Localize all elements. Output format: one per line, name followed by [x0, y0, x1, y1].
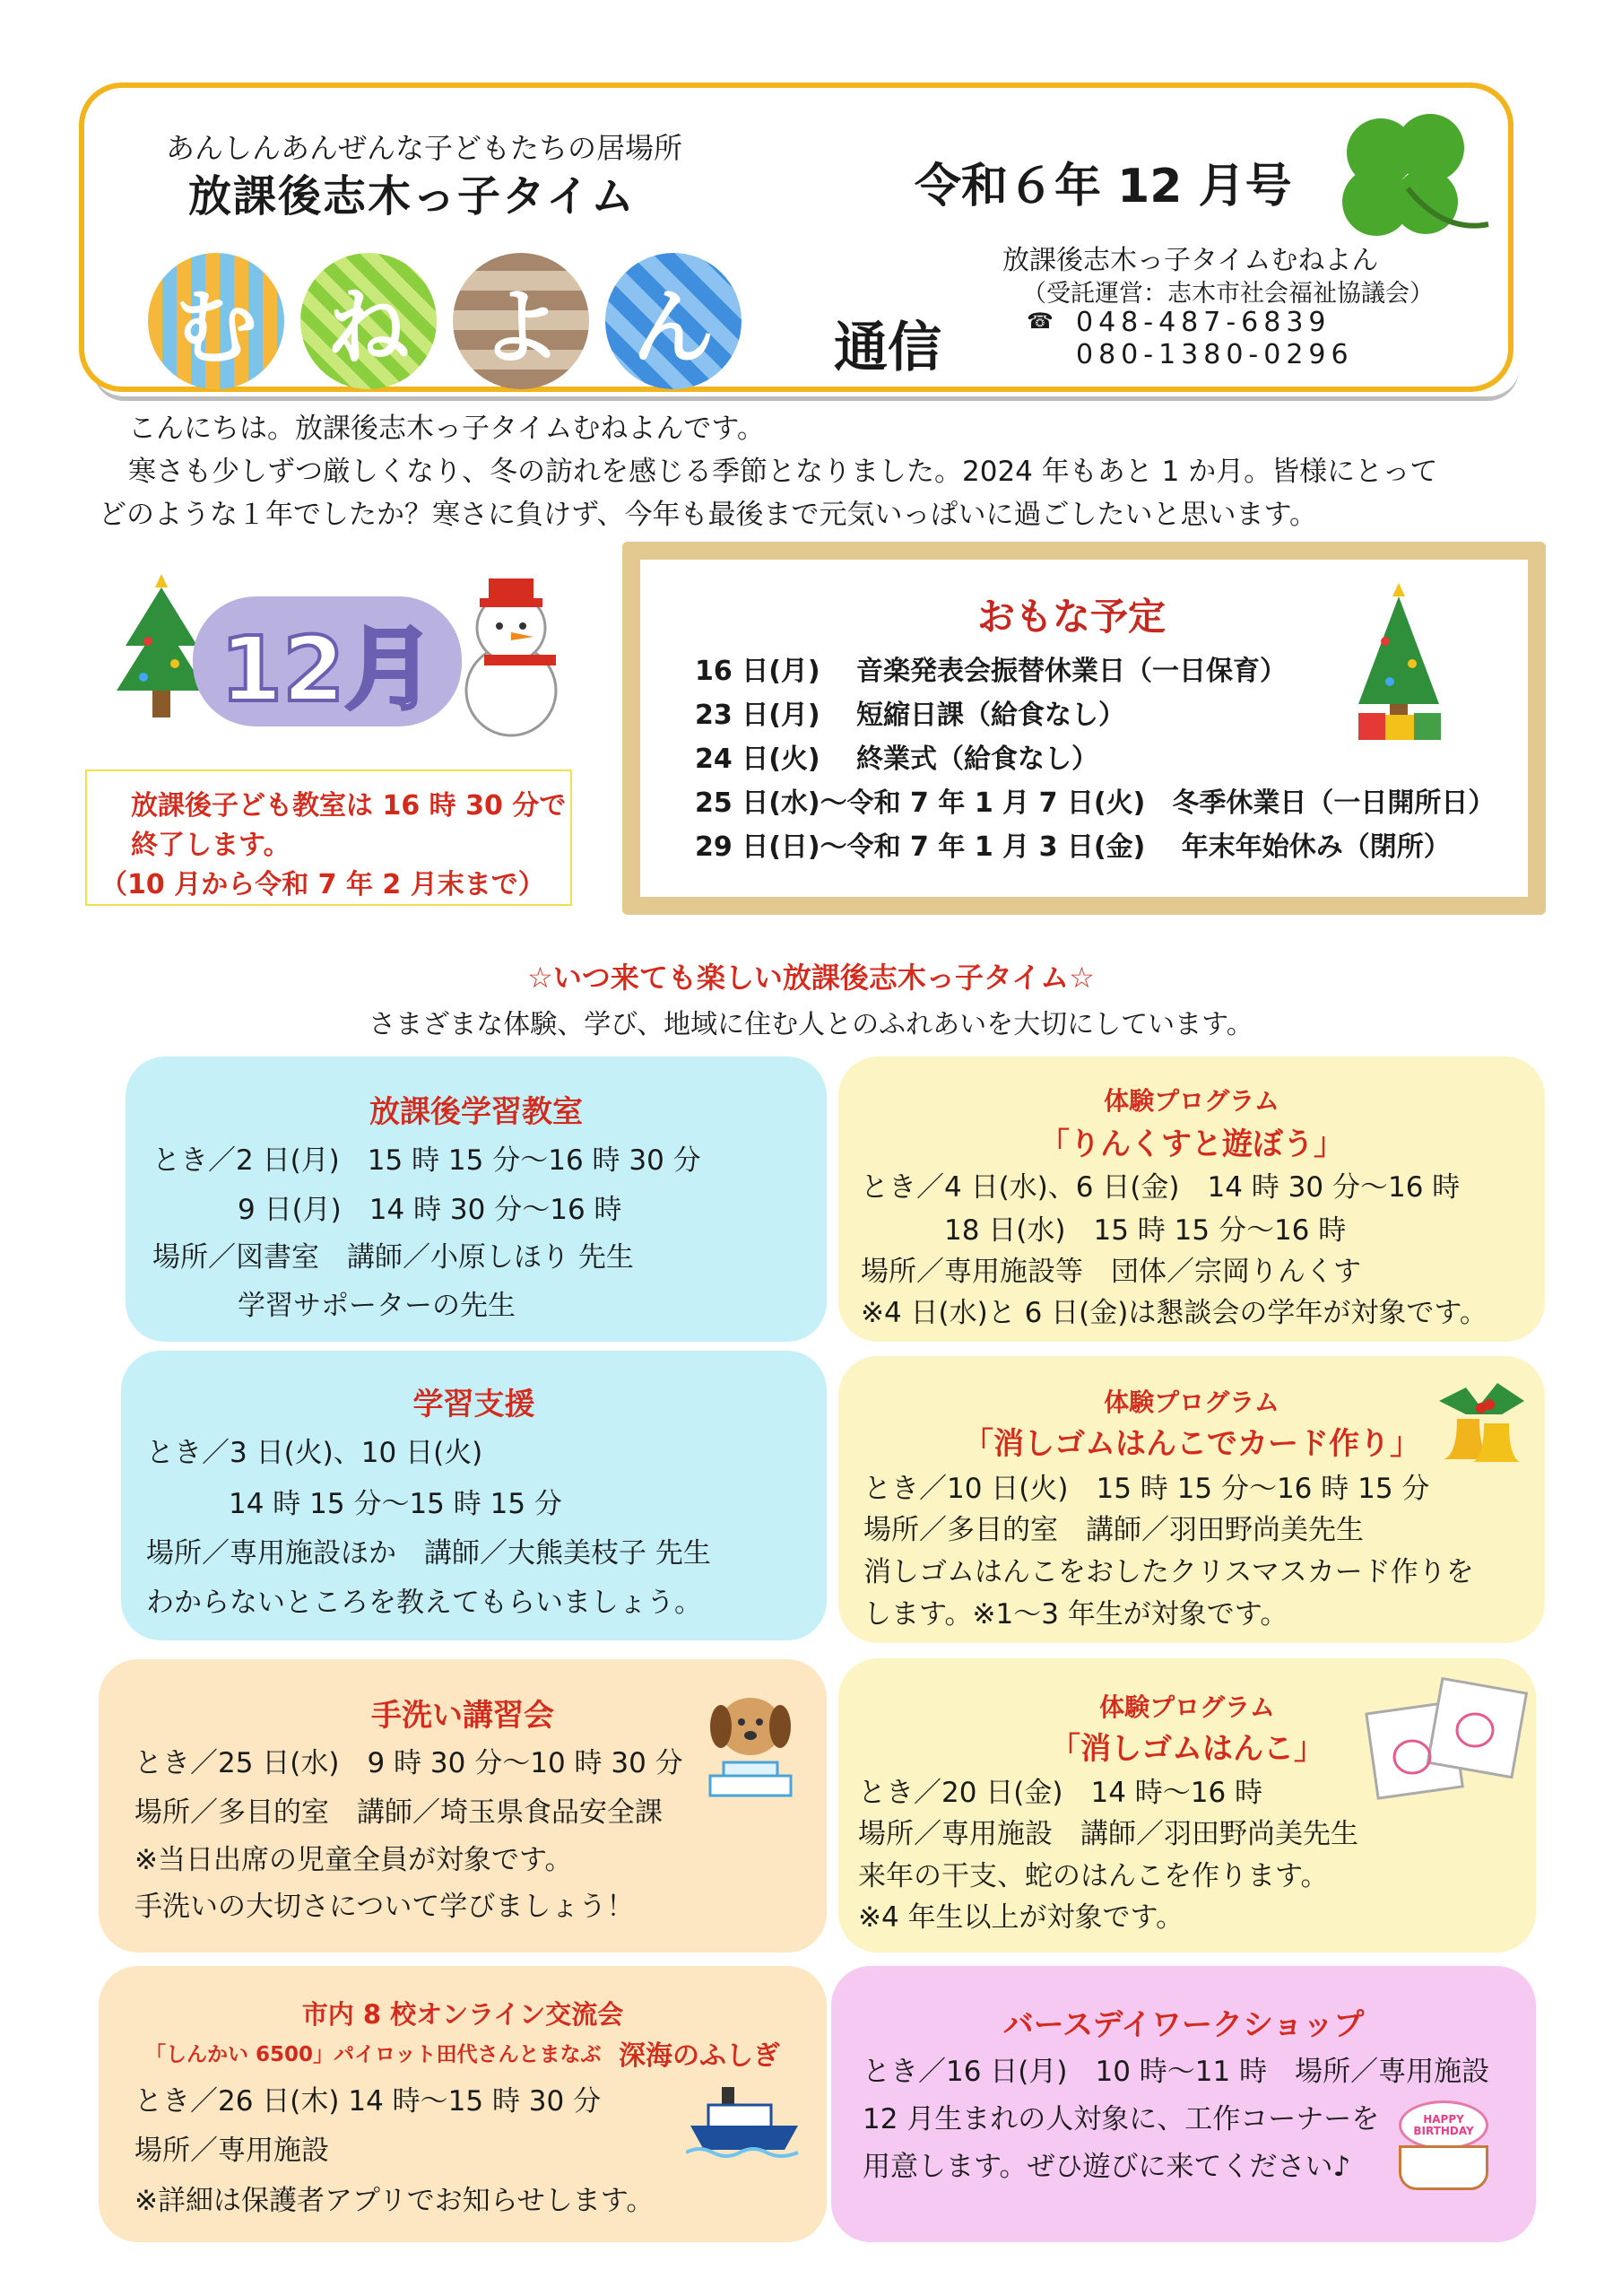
card-title: 放課後学習教室 — [369, 1094, 583, 1130]
handwashing-dog-icon — [701, 1686, 800, 1803]
card-line: 来年の干支、蛇のはんこを作ります。 — [858, 1860, 1329, 1892]
intro-line-1: こんにちは。放課後志木っ子タイムむねよんです。 — [128, 413, 765, 445]
card-line: 学習サポーターの先生 — [238, 1290, 516, 1322]
section-description: さまざまな体験、学び、地域に住む人とのふれあいを大切にしています。 — [369, 1009, 1253, 1040]
card-online-exchange — [99, 1966, 827, 2242]
phone-number-2: 080-1380-0296 — [1076, 339, 1354, 370]
card-line: 用意します。ぜひ遊びに来てください♪ — [863, 2151, 1351, 2183]
clover-icon — [1318, 108, 1497, 251]
card-line: ※4 年生以上が対象です。 — [858, 1901, 1184, 1934]
logo-munyon — [148, 253, 742, 389]
card-line: とき／26 日(木) 14 時～15 時 30 分 — [134, 2085, 602, 2118]
card-line: 場所／専用施設等 団体／宗岡りんくす — [861, 1256, 1361, 1288]
card-line: とき／4 日(水)、6 日(金) 14 時 30 分～16 時 — [861, 1171, 1461, 1204]
card-kicker: 体験プログラム — [1104, 1086, 1279, 1116]
card-line: 14 時 15 分～15 時 15 分 — [229, 1488, 562, 1520]
card-title: 市内 8 校オンライン交流会 — [301, 1999, 624, 2030]
card-title: 手洗い講習会 — [371, 1698, 554, 1734]
header-subtitle: あんしんあんぜんな子どもたちの居場所 — [166, 131, 683, 165]
section-title: ☆いつ来ても楽しい放課後志木っ子タイム☆ — [527, 961, 1095, 995]
notice-line-1: 放課後子ども教室は 16 時 30 分で — [131, 790, 567, 822]
org-name: 放課後志木っ子タイムむねよん — [1002, 245, 1379, 276]
header-tsushin: 通信 — [834, 317, 941, 379]
card-line: 手洗いの大切さについて学びましょう！ — [134, 1891, 635, 1923]
schedule-item: 23 日(月) 短縮日課（給食なし） — [695, 700, 1126, 731]
card-line: ※詳細は保護者アプリでお知らせします。 — [134, 2185, 655, 2217]
card-kicker: 体験プログラム — [1099, 1692, 1275, 1722]
card-linkus-program — [838, 1057, 1545, 1342]
phone-icon: ☎ — [1027, 309, 1054, 334]
schedule-item: 25 日(水)～令和 7 年 1 月 7 日(火) 冬季休業日（一日開所日） — [695, 787, 1496, 819]
card-study-class — [126, 1057, 827, 1342]
card-birthday-workshop — [831, 1966, 1536, 2242]
card-title: 「りんくすと遊ぼう」 — [1039, 1126, 1344, 1162]
header-program-name: 放課後志木っ子タイム — [188, 171, 637, 222]
decorated-tree-icon — [1345, 578, 1453, 744]
logo-char-yo: よ — [453, 253, 589, 389]
card-line: 場所／図書室 講師／小原しほり 先生 — [152, 1241, 634, 1274]
card-line: ※4 日(水)と 6 日(金)は懇談会の学年が対象です。 — [861, 1297, 1488, 1329]
cake-base — [1399, 2145, 1488, 2190]
card-stamp-card-making — [838, 1356, 1545, 1643]
card-line: 場所／多目的室 講師／羽田野尚美先生 — [863, 1514, 1364, 1546]
card-handwash — [99, 1659, 827, 1952]
card-subtitle-emphasis: 深海のふしぎ — [619, 2040, 780, 2072]
card-title: 「消しゴムはんこでカード作り」 — [963, 1426, 1420, 1462]
schedule-item: 29 日(日)～令和 7 年 1 月 3 日(金) 年末年始休み（閉所） — [695, 831, 1451, 863]
schedule-item: 24 日(火) 終業式（給食なし） — [695, 744, 1099, 775]
ship-icon — [686, 2074, 802, 2159]
card-line: 消しゴムはんこをおしたクリスマスカード作りを — [863, 1556, 1474, 1588]
logo-char-mu: む — [148, 253, 284, 389]
card-line: とき／2 日(月) 15 時 15 分～16 時 30 分 — [152, 1144, 701, 1177]
card-title: 学習支援 — [412, 1387, 535, 1422]
issue-label: 令和６年 12 月号 — [915, 160, 1292, 213]
notice-line-3: （10 月から令和 7 年 2 月末まで） — [100, 869, 545, 900]
card-line: 12 月生まれの人対象に、工作コーナーを — [863, 2103, 1380, 2135]
schedule-item: 16 日(月) 音楽発表会振替休業日（一日保育） — [695, 656, 1288, 687]
card-line: 場所／専用施設 — [134, 2135, 329, 2167]
card-kicker: 体験プログラム — [1104, 1387, 1279, 1417]
card-line: 9 日(月) 14 時 30 分～16 時 — [238, 1194, 622, 1226]
card-study-support — [121, 1351, 827, 1640]
card-line: 場所／専用施設 講師／羽田野尚美先生 — [858, 1818, 1358, 1850]
snowman-icon — [453, 565, 578, 744]
birthday-cake-icon — [1394, 2092, 1493, 2199]
card-line: とき／25 日(水) 9 時 30 分～10 時 30 分 — [134, 1747, 683, 1779]
intro-line-3: どのような１年でしたか？寒さに負けず、今年も最後まで元気いっぱいに過ごしたいと思います。 — [99, 499, 1318, 531]
card-line: とき／3 日(火)、10 日(火) — [146, 1437, 483, 1469]
card-line: とき／16 日(月) 10 時～11 時 場所／専用施設 — [863, 2056, 1490, 2088]
card-line: とき／10 日(火) 15 時 15 分～16 時 15 分 — [863, 1473, 1430, 1505]
cake-label: HAPPY BIRTHDAY — [1399, 2100, 1488, 2150]
card-line: わからないところを教えてもらいましょう。 — [146, 1587, 702, 1619]
notice-line-2: 終了します。 — [131, 830, 291, 861]
schedule-title: おもな予定 — [977, 595, 1167, 639]
logo-char-n: ん — [605, 253, 742, 389]
christmas-bells-icon — [1430, 1374, 1533, 1473]
logo-char-ne: ね — [300, 253, 437, 389]
rabbit-stamp-icon — [1363, 1672, 1529, 1811]
card-title: バースデイワークショップ — [1002, 2007, 1365, 2043]
intro-line-2: 寒さも少しずつ厳しくなり、冬の訪れを感じる季節となりました。2024 年もあと 1 か月。皆様にとって — [128, 456, 1438, 488]
card-line: ※当日出席の児童全員が対象です。 — [134, 1844, 573, 1876]
card-line: 場所／専用施設ほか 講師／大熊美枝子 先生 — [146, 1537, 711, 1570]
card-eraser-stamp — [838, 1658, 1536, 1952]
card-line: とき／20 日(金) 14 時～16 時 — [858, 1777, 1263, 1809]
card-line: 18 日(水) 15 時 15 分～16 時 — [944, 1214, 1347, 1247]
card-title: 「消しゴムはんこ」 — [1050, 1731, 1324, 1767]
org-operator: （受託運営：志木市社会福祉協議会） — [1022, 280, 1434, 308]
phone-number-1: 048-487-6839 — [1076, 307, 1331, 338]
card-subtitle: 「しんかい 6500」パイロット田代さんとまなぶ — [145, 2043, 602, 2066]
card-line: 場所／多目的室 講師／埼玉県食品安全課 — [134, 1796, 663, 1829]
card-line: します。※1～3 年生が対象です。 — [863, 1598, 1288, 1631]
month-badge: 12月 — [193, 596, 462, 726]
